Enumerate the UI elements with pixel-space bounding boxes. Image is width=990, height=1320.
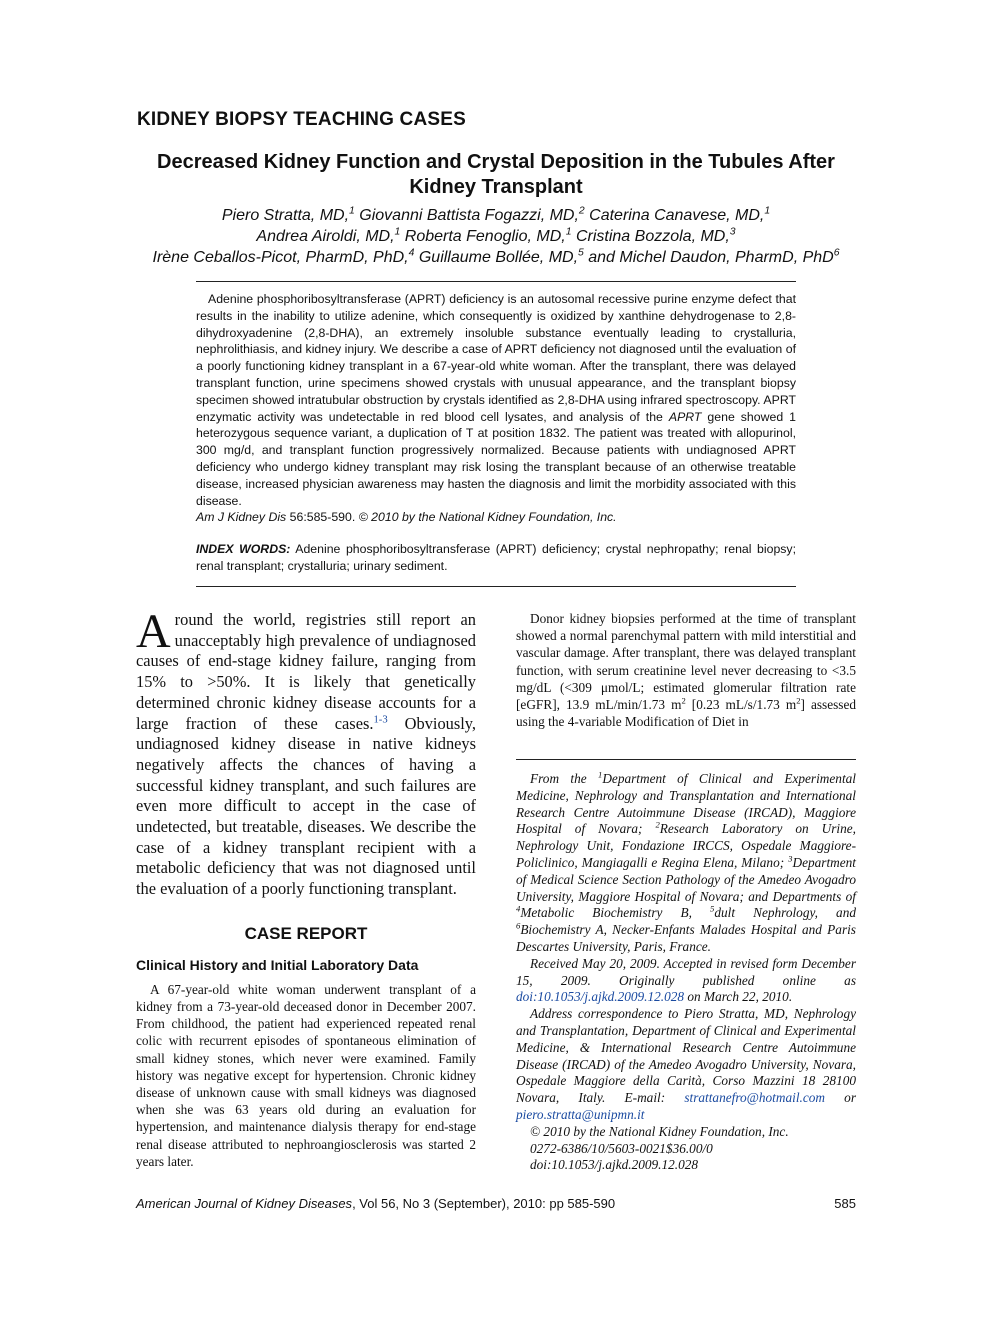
abstract-bottom-divider <box>196 586 796 587</box>
affiliation-marker: 4 <box>516 903 521 914</box>
abstract-gene-name: APRT <box>668 409 702 424</box>
journal-name: American Journal of Kidney Diseases <box>136 1196 353 1211</box>
author-affiliation-marker: 5 <box>578 247 584 259</box>
abstract-text-continued: gene showed 1 heterozygous sequence variant, a duplication of T at position 1832. The patient was treated with allopurinol, 300 mg/d, and transplant function progressively normalized. Because patients with undiagnosed APRT deficiency who undergo kidney transplant may risk losing the transplant because of an otherwise treatable disease, increased physician awareness may hasten the diagnosis and limit the morbidity associated with this disease. <box>196 409 796 508</box>
affiliation-marker: 1 <box>598 769 603 780</box>
donor-text: Donor kidney biopsies performed at the time of transplant showed a normal parenchymal pattern with mild interstitial and vascular damage. After transplant, there was delayed transplant function, with serum creatinine level never decreasing to <3.5 mg/dL (<309 μmol/L; estimated glomerular filtration rate [eGFR], 13.9 mL/min/1.73 m <box>516 611 856 713</box>
article-title: Decreased Kidney Function and Crystal Deposition in the Tubules After Kidney Transplant <box>157 151 835 198</box>
abstract-paragraph <box>196 291 796 509</box>
email-link[interactable]: piero.stratta@unipmn.it <box>516 1106 645 1122</box>
author-line-3 <box>120 247 872 268</box>
author-name: Roberta Fenoglio, MD, <box>404 228 566 245</box>
author-line-2 <box>120 226 872 247</box>
citation-journal: Am J Kidney Dis <box>196 510 287 525</box>
email-link[interactable]: strattanefro@hotmail.com <box>684 1090 825 1106</box>
correspondence-text: Address correspondence to Piero Stratta, MD, Nephrology and Transplantation, Department of Clinical and Experimental Medicine, & International Research Centre Autoimmune Disease (IRCAD) of the Amedeo Avogadro University, Novara, Ospedale Maggiore della Carità, Corso Mazzini 18 28100 Novara, Italy. E-mail: <box>516 1006 856 1106</box>
author-affiliation-marker: 2 <box>578 205 585 217</box>
author-name: Andrea Airoldi, MD, <box>256 228 395 245</box>
abstract <box>196 291 796 526</box>
author-name: Cristina Bozzola, MD, <box>575 228 730 245</box>
author-name: Guillaume Bollée, MD, <box>418 249 579 266</box>
abstract-citation <box>196 509 796 526</box>
index-words-text: Adenine phosphoribosyltransferase (APRT) deficiency; crystal nephropathy; renal biopsy; renal transplant; crystalluria; urinary sediment. <box>196 542 796 573</box>
intro-text-continued: Obviously, undiagnosed kidney disease in native kidneys negatively affects the chances of having a successful kidney transplant, and such failures are even more difficult to accept in the case of undetected, but treatable, diseases. We describe the case of a kidney transplant recipient with a metabolic deficiency that was not diagnosed until the evaluation of a poorly functioning transplant. <box>136 713 477 899</box>
author-name: and Michel Daudon, PharmD, PhD <box>588 249 834 266</box>
affiliation-text: Department of Clinical and Experimental Medicine, Nephrology and Transplantation and International Research Centre Autoimmune Disease (IRCAD), Maggiore Hospital of Novara; <box>516 771 856 837</box>
affiliation-text: dult Nephrology, and <box>714 905 856 921</box>
page-number: 585 <box>834 1196 856 1211</box>
case-report-heading: CASE REPORT <box>244 923 368 943</box>
index-words-label: INDEX WORDS: <box>196 542 291 556</box>
received-date: on March 22, 2010. <box>684 989 793 1005</box>
index-words <box>196 541 796 575</box>
donor-text: ] assessed using the 4-variable Modification of Diet in <box>516 697 857 730</box>
doi-link[interactable]: doi:10.1053/j.ajkd.2009.12.028 <box>516 989 685 1005</box>
footer-journal <box>136 1196 615 1211</box>
affiliation-text: Department of Medical Science Section Pathology of the Amedeo Avogadro University, Maggiore Hospital of Novara; and Departments of <box>516 854 856 904</box>
citation-copyright: © 2010 by the National Kidney Foundation, Inc. <box>358 510 617 525</box>
issn-note: 0272-6386/10/5603-0021$36.00/0 <box>530 1140 713 1156</box>
affiliation-marker: 3 <box>788 853 793 864</box>
affiliation-marker: 5 <box>710 903 715 914</box>
author-name: Irène Ceballos-Picot, PharmD, PhD, <box>152 249 409 266</box>
author-affiliation-marker: 1 <box>349 205 355 217</box>
author-affiliation-marker: 1 <box>394 226 401 238</box>
footnotes <box>516 771 856 1174</box>
author-name: Caterina Canavese, MD, <box>589 207 765 224</box>
copyright-note: © 2010 by the National Kidney Foundation, Inc. <box>530 1123 789 1139</box>
drop-cap: A <box>136 605 171 658</box>
affiliations-note <box>516 771 856 956</box>
left-column <box>136 605 477 1170</box>
donor-text: [0.23 mL/s/1.73 m <box>685 697 797 713</box>
author-list <box>120 205 872 268</box>
section-label: KIDNEY BIOPSY TEACHING CASES <box>137 109 467 130</box>
affiliation-text: From the <box>530 771 598 786</box>
affiliation-marker: 2 <box>655 819 660 830</box>
abstract-text: Adenine phosphoribosyltransferase (APRT) deficiency is an autosomal recessive purine enzyme defect that results in the inability to utilize adenine, which consequently is oxidized by xanthine dehydrogenase to 2,8-dihydroxyadenine (2,8-DHA), an extremely insoluble substance eventually leading to crystalluria, nephrolithiasis, and kidney injury. We describe a case of APRT deficiency not diagnosed until the evaluation of a poorly functioning kidney transplant in a 67-year-old white woman. After the transplant, there was delayed transplant function, urine specimens showed crystals with unusual appearance, and the transplant biopsy specimen showed intratubular obstruction by crystals identified as 2,8-DHA using infrared spectroscopy. APRT enzymatic activity was undetectable in red blood cell lysates, and analysis of the <box>196 292 796 424</box>
author-affiliation-marker: 4 <box>408 247 415 259</box>
right-column <box>516 610 856 730</box>
affiliation-text: Research Laboratory on Urine, Nephrology Unit, Fondazione IRCCS, Ospedale Maggiore-Policlinico, Mangiagalli e Regina Elena, Milano; <box>516 821 856 870</box>
author-affiliation-marker: 1 <box>565 226 572 238</box>
reference-link[interactable]: 1-3 <box>373 714 388 726</box>
case-subheading: Clinical History and Initial Laboratory Data <box>136 956 419 973</box>
doi-note: doi:10.1053/j.ajkd.2009.12.028 <box>530 1157 699 1173</box>
received-note <box>516 956 856 1006</box>
superscript: 2 <box>681 695 686 706</box>
intro-text: round the world, registries still report an unacceptably high prevalence of undiagnosed causes of end-stage kidney failure, ranging from 15% to >50%. It is likely that genetically determined chronic kidney disease accounts for a large fraction of these cases. <box>136 610 476 733</box>
author-affiliation-marker: 3 <box>729 226 736 238</box>
donor-paragraph <box>516 610 856 730</box>
journal-info: , Vol 56, No 3 (September), 2010: pp 585-590 <box>352 1196 616 1211</box>
author-affiliation-marker: 1 <box>764 205 771 217</box>
citation-reference: 56:585-590. <box>286 510 359 525</box>
author-affiliation-marker: 6 <box>833 247 840 259</box>
case-paragraph: A 67-year-old white woman underwent transplant of a kidney from a 73-year-old deceased donor in December 2007. From childhood, the patient had experienced repeated renal colic with recurrent episodes of spontaneous elimination of small kidney stones, which never were examined. Family history was negative except for hypertension. Chronic kidney disease of unknown cause with small kidneys was diagnosed when she was 63 years old during an evaluation for hypertension, and maintenance dialysis therapy for end-stage renal disease attributed to nephroangiosclerosis was started 2 years later. <box>136 981 476 1169</box>
abstract-top-divider <box>196 281 796 282</box>
received-text: Received May 20, 2009. Accepted in revised form December 15, 2009. Originally published online as <box>516 955 856 988</box>
correspondence-note <box>516 1006 856 1124</box>
author-line-1 <box>120 205 872 226</box>
affiliation-marker: 6 <box>516 920 521 931</box>
superscript: 2 <box>796 695 801 706</box>
author-name: Piero Stratta, MD, <box>221 207 350 224</box>
affiliation-text: Metabolic Biochemistry B, <box>520 905 711 921</box>
author-name: Giovanni Battista Fogazzi, MD, <box>359 207 579 224</box>
intro-paragraph <box>136 605 477 900</box>
affiliation-text: Biochemistry A, Necker-Enfants Malades Hospital and Paris Descartes University, Paris, France. <box>516 922 856 954</box>
footnote-divider <box>516 759 856 760</box>
or-text: or <box>825 1090 857 1106</box>
